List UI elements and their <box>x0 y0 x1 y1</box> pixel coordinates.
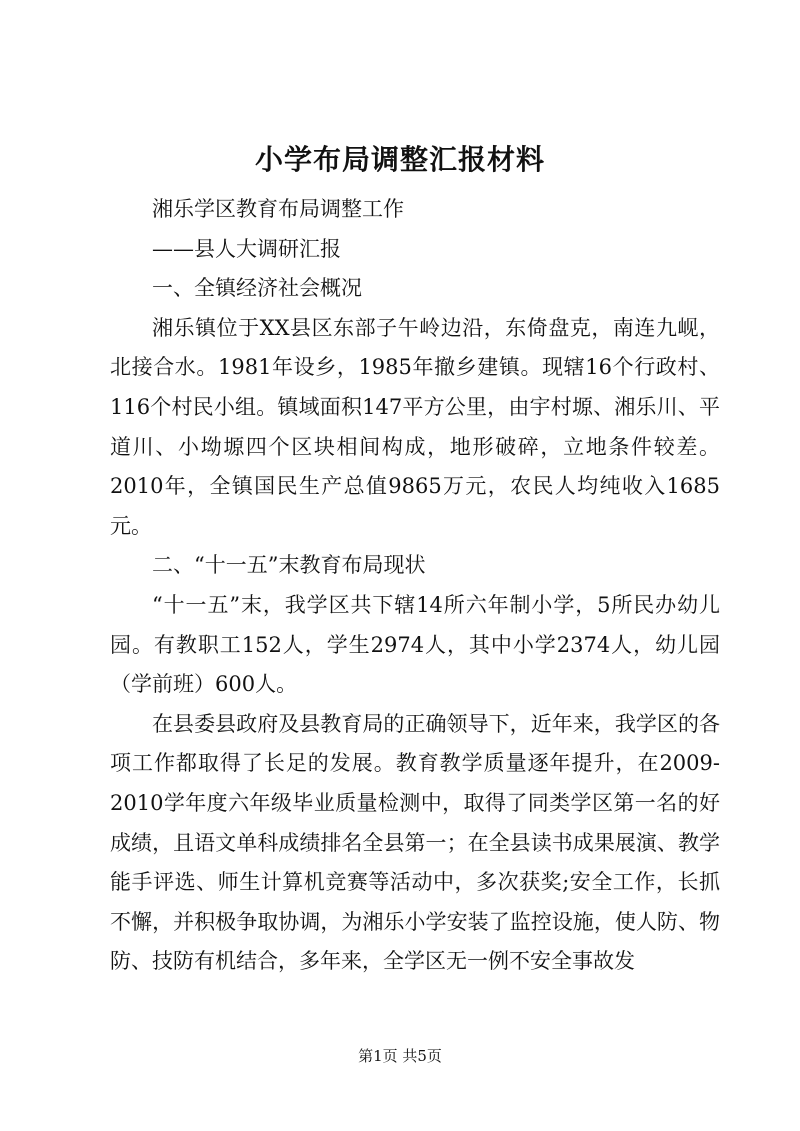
section-heading-1: 一、全镇经济社会概况 <box>152 276 362 301</box>
paragraph-achievements: 在县委县政府及县教育局的正确领导下，近年来，我学区的各项工作都取得了长足的发展。教育教学质量逐年提升，在2009-2010学年度六年级毕业质量检测中，取得了同类学区第一名的好成绩，且语文单科成绩排名全县第一；在全县读书成果展演、教学能手评选、师生计算机竞赛等活动中，多次获奖;安全工作，长抓不懈，并积极争取协调，为湘乐小学安装了监控设施，使人防、物防、技防有机结合，多年来，全学区无一例不安全事故发 <box>110 711 720 974</box>
paragraph-school-status: “十一五”末，我学区共下辖14所六年制小学，5所民办幼儿园。有教职工152人，学生2974人，其中小学2374人，幼儿园（学前班）600人。 <box>110 592 720 697</box>
section-heading-2: 二、“十一五”末教育布局现状 <box>152 553 426 578</box>
page-footer: 第1页 共5页 <box>358 1047 442 1065</box>
paragraph-subtitle: 湘乐学区教育布局调整工作 <box>152 197 404 221</box>
paragraph-town-overview: 湘乐镇位于XX县区东部子午岭边沿，东倚盘克，南连九岘，北接合水。1981年设乡，1985年撤乡建镇。现辖16个行政村、116个村民小组。镇域面积147平方公里，由宇村塬、湘乐川、平道川、小坳塬四个区块相间构成，地形破碎，立地条件较差。2010年，全镇国民生产总值9865万元，农民人均纯收入1685元。 <box>110 315 720 538</box>
paragraph-report-type: ——县人大调研汇报 <box>152 236 341 261</box>
document-title: 小学布局调整汇报材料 <box>254 143 545 176</box>
document-body <box>110 190 720 982</box>
